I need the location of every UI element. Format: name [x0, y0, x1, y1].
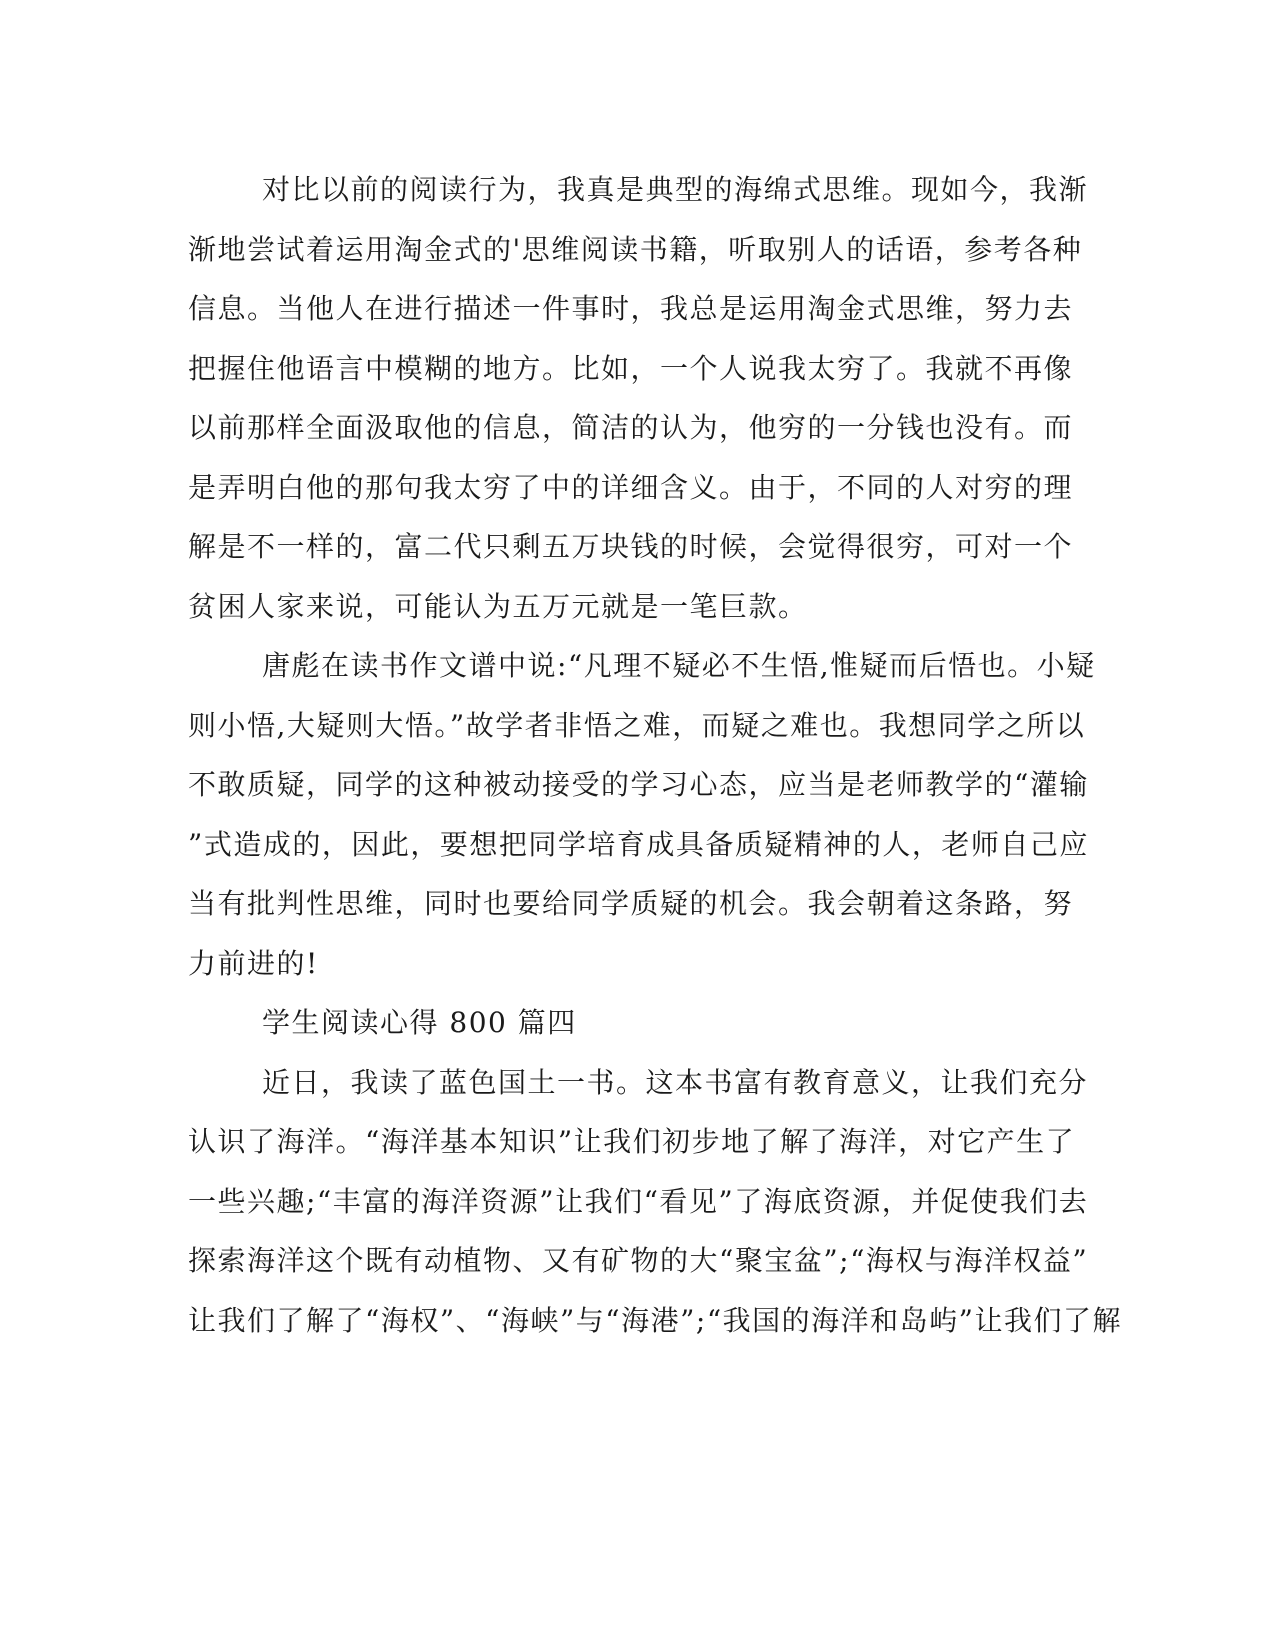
text-line: 近日，我读了蓝色国土一书。这本书富有教育意义，让我们充分 [262, 1065, 1089, 1099]
text-line: 渐地尝试着运用淘金式的'思维阅读书籍，听取别人的话语，参考各种 [188, 232, 1083, 266]
text-line: 贫困人家来说，可能认为五万元就是一笔巨款。 [188, 589, 808, 623]
document-body [188, 160, 1122, 1350]
text-line: 把握住他语言中模糊的地方。比如，一个人说我太穷了。我就不再像 [188, 351, 1074, 385]
text-line: ”式造成的，因此，要想把同学培育成具备质疑精神的人，老师自己应 [188, 827, 1089, 861]
text-line: 解是不一样的，富二代只剩五万块钱的时候，会觉得很穷，可对一个 [188, 530, 1074, 563]
text-line: 信息。当他人在进行描述一件事时，我总是运用淘金式思维，努力去 [188, 292, 1074, 325]
text-line: 当有批判性思维，同时也要给同学质疑的机会。我会朝着这条路，努 [188, 887, 1074, 920]
text-line: 一些兴趣;“丰富的海洋资源”让我们“看见”了海底资源，并促使我们去 [188, 1184, 1089, 1218]
text-line: 让我们了解了“海权”、“海峡”与“海港”;“我国的海洋和岛屿”让我们了解 [188, 1303, 1122, 1337]
section-heading: 学生阅读心得 800 篇四 [262, 1006, 577, 1039]
text-line: 力前进的! [188, 946, 319, 980]
text-line: 对比以前的阅读行为，我真是典型的海绵式思维。现如今，我渐 [262, 173, 1089, 206]
text-line: 以前那样全面汲取他的信息，简洁的认为，他穷的一分钱也没有。而 [188, 411, 1074, 444]
text-line: 认识了海洋。“海洋基本知识”让我们初步地了解了海洋，对它产生了 [188, 1125, 1076, 1158]
text-line: 唐彪在读书作文谱中说:“凡理不疑必不生悟,惟疑而后悟也。小疑 [262, 649, 1096, 682]
text-line: 则小悟,大疑则大悟。”故学者非悟之难，而疑之难也。我想同学之所以 [188, 708, 1086, 742]
text-line: 探索海洋这个既有动植物、又有矿物的大“聚宝盆”;“海权与海洋权益” [188, 1244, 1089, 1277]
text-line: 是弄明白他的那句我太穷了中的详细含义。由于，不同的人对穷的理 [188, 470, 1074, 504]
text-line: 不敢质疑，同学的这种被动接受的学习心态，应当是老师教学的“灌输 [188, 768, 1089, 801]
